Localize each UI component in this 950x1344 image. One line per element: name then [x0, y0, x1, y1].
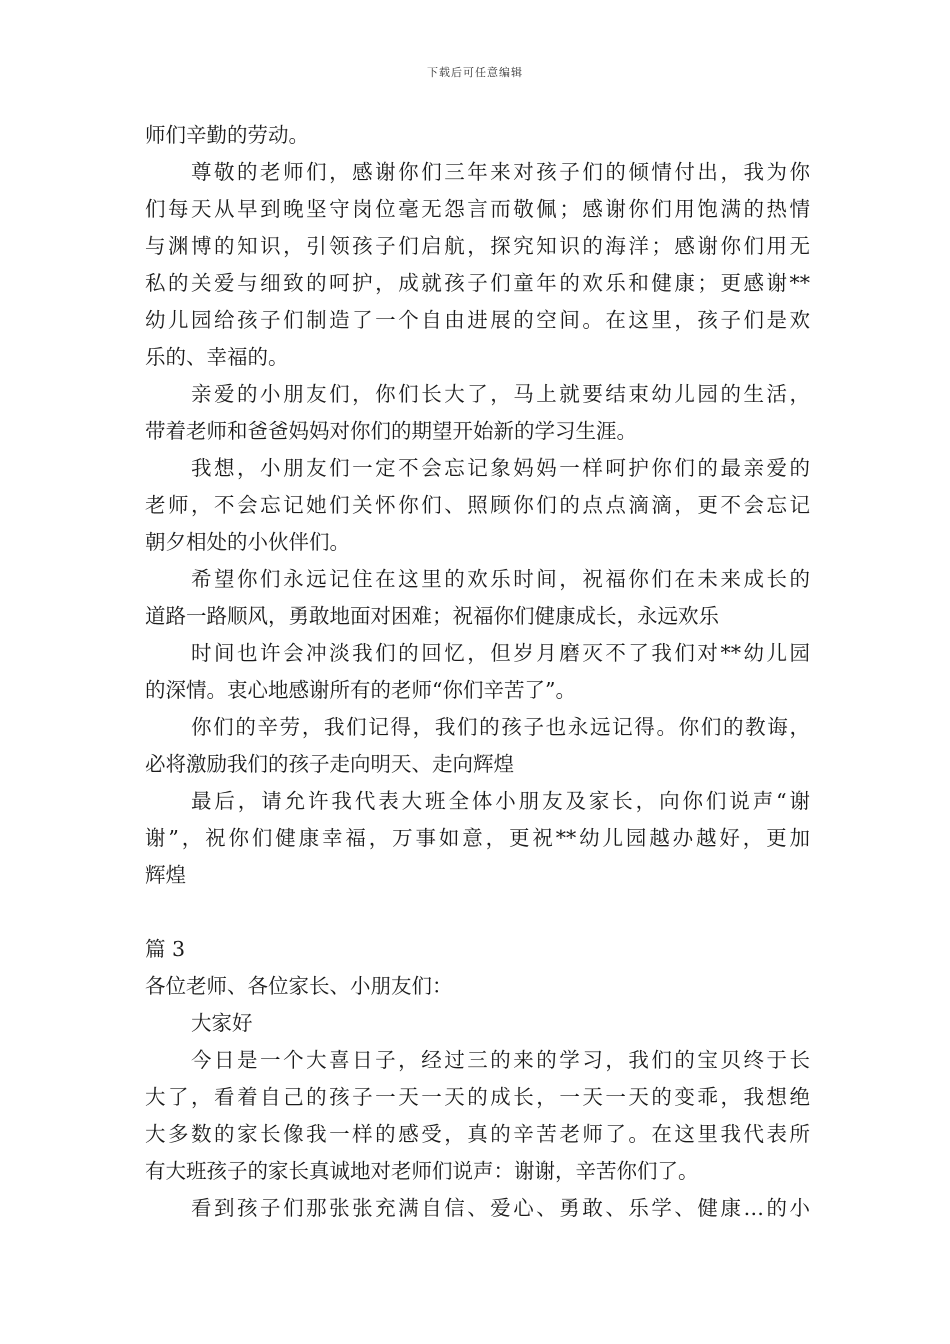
text-line: 今日是一个大喜日子，经过三的来的学习，我们的宝贝终于长	[191, 1048, 810, 1072]
blank-line	[145, 894, 810, 931]
text-line: 与渊博的知识，引领孩子们启航，探究知识的海洋；感谢你们用无	[145, 234, 810, 258]
text-line: 老师，不会忘记她们关怀你们、照顾你们的点点滴滴，更不会忘记	[145, 493, 810, 517]
text-line: 希望你们永远记住在这里的欢乐时间，祝福你们在未来成长的	[191, 567, 810, 591]
text-line: 各位老师、各位家长、小朋友们：	[145, 974, 453, 998]
text-line: 师们辛勤的劳动。	[145, 123, 309, 147]
text-line: 辉煌	[145, 863, 186, 887]
document-body	[145, 117, 810, 1227]
text-line: 私的关爱与细致的呵护，成就孩子们童年的欢乐和健康；更感谢**	[145, 271, 810, 295]
text-line: 大多数的家长像我一样的感受，真的辛苦老师了。在这里我代表所	[145, 1122, 810, 1146]
text-line: 大家好	[191, 1011, 253, 1035]
text-line: 朝夕相处的小伙伴们。	[145, 530, 350, 554]
text-line: 尊敬的老师们，感谢你们三年来对孩子们的倾情付出，我为你	[191, 160, 810, 184]
text-line: 带着老师和爸爸妈妈对你们的期望开始新的学习生涯。	[145, 419, 637, 443]
text-line: 幼儿园给孩子们制造了一个自由进展的空间。在这里，孩子们是欢	[145, 308, 810, 332]
text-line: 最后，请允许我代表大班全体小朋友及家长，向你们说声“谢	[191, 789, 810, 813]
text-line: 谢”，祝你们健康幸福，万事如意，更祝**幼儿园越办越好，更加	[145, 826, 810, 850]
text-line: 们每天从早到晚坚守岗位毫无怨言而敬佩；感谢你们用饱满的热情	[145, 197, 810, 221]
text-line: 乐的、幸福的。	[145, 345, 289, 369]
text-line: 道路一路顺风，勇敢地面对困难；祝福你们健康成长，永远欢乐	[145, 604, 719, 628]
text-line: 的深情。衷心地感谢所有的老师“你们辛苦了”。	[145, 678, 576, 702]
text-line: 篇 3	[145, 937, 186, 961]
text-line: 亲爱的小朋友们，你们长大了，马上就要结束幼儿园的生活，	[191, 382, 810, 406]
text-line: 时间也许会冲淡我们的回忆，但岁月磨灭不了我们对**幼儿园	[191, 641, 810, 665]
text-line: 有大班孩子的家长真诚地对老师们说声：谢谢，辛苦你们了。	[145, 1159, 699, 1183]
text-line: 你们的辛劳，我们记得，我们的孩子也永远记得。你们的教诲，	[191, 715, 810, 739]
text-line: 看到孩子们那张张充满自信、爱心、勇敢、乐学、健康…的小	[191, 1196, 810, 1220]
text-line: 必将激励我们的孩子走向明天、走向辉煌	[145, 752, 514, 776]
page-header: 下载后可任意编辑	[427, 66, 523, 79]
text-line: 我想，小朋友们一定不会忘记象妈妈一样呵护你们的最亲爱的	[191, 456, 810, 480]
text-line: 大了，看着自己的孩子一天一天的成长，一天一天的变乖，我想绝	[145, 1085, 810, 1109]
